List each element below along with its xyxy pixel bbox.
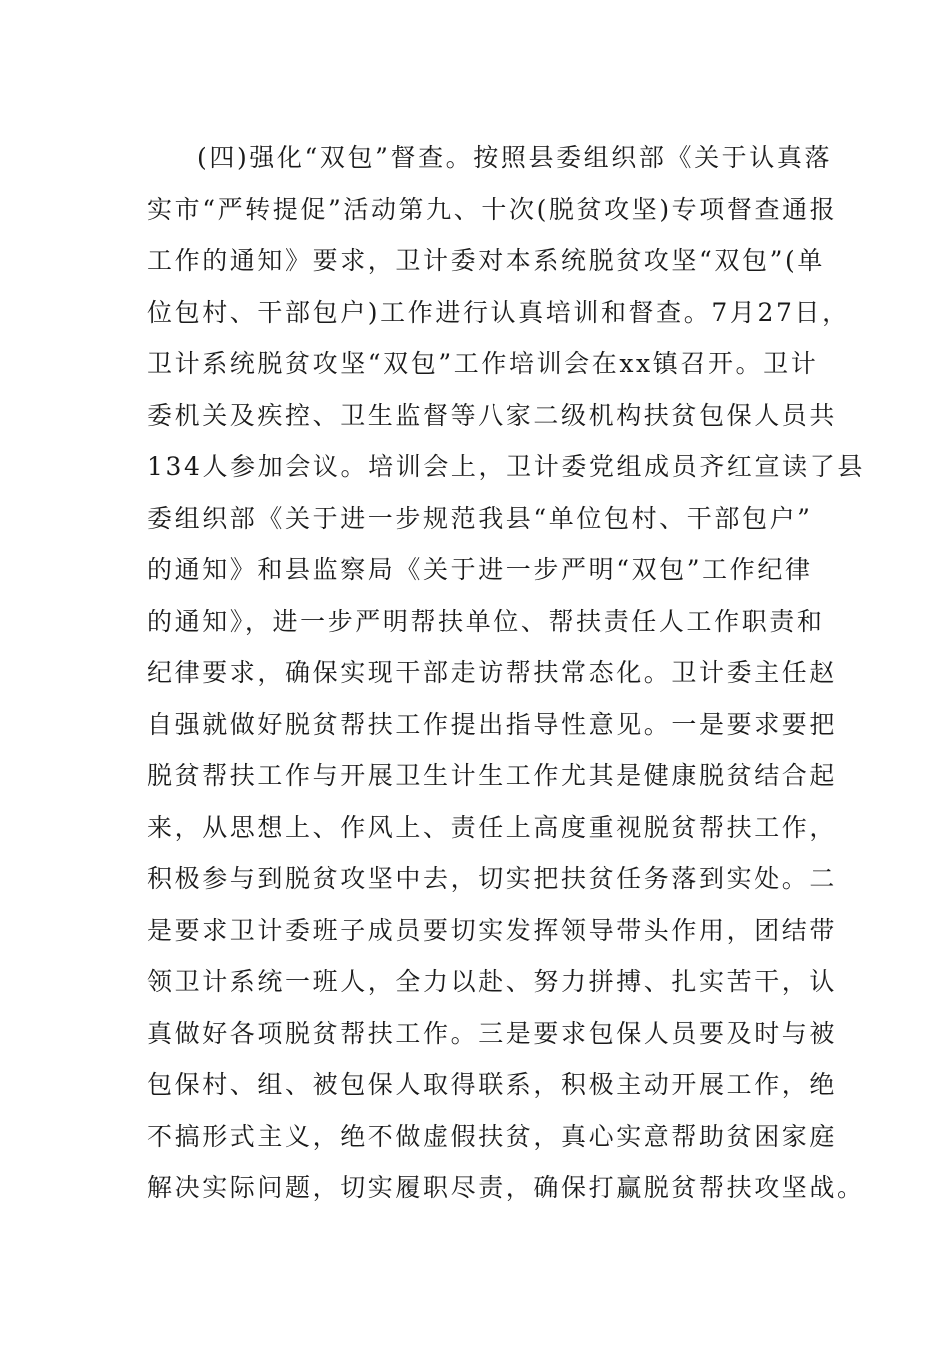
paragraph-line: 卫计系统脱贫攻坚“双包”工作培训会在xx镇召开。卫计 xyxy=(147,349,819,378)
paragraph-line: 的通知》和县监察局《关于进一步严明“双包”工作纪律 xyxy=(147,555,813,584)
paragraph-line: 包保村、组、被包保人取得联系，积极主动开展工作，绝 xyxy=(147,1070,838,1099)
paragraph-line: 纪律要求，确保实现干部走访帮扶常态化。卫计委主任赵 xyxy=(147,658,838,687)
paragraph-line: 不搞形式主义，绝不做虚假扶贫，真心实意帮助贫困家庭 xyxy=(147,1121,838,1151)
paragraph-line: (四)强化“双包”督查。按照县委组织部《关于认真落 xyxy=(197,143,833,172)
paragraph-line: 134人参加会议。培训会上，卫计委党组成员齐红宣读了县 xyxy=(147,452,865,481)
paragraph-line: 的通知》，进一步严明帮扶单位、帮扶责任人工作职责和 xyxy=(147,606,825,636)
paragraph-line: 位包村、干部包户)工作进行认真培训和督查。7月27日， xyxy=(147,297,850,327)
paragraph-line: 工作的通知》要求，卫计委对本系统脱贫攻坚“双包”(单 xyxy=(147,246,825,275)
paragraph-line: 真做好各项脱贫帮扶工作。三是要求包保人员要及时与被 xyxy=(147,1018,838,1048)
paragraph-line: 领卫计系统一班人，全力以赴、努力拼搏、扎实苦干，认 xyxy=(147,967,838,996)
body-paragraph xyxy=(147,132,865,1214)
paragraph-line: 委组织部《关于进一步规范我县“单位包村、干部包户” xyxy=(147,503,813,533)
paragraph-line: 自强就做好脱贫帮扶工作提出指导性意见。一是要求要把 xyxy=(147,709,838,739)
paragraph-line: 是要求卫计委班子成员要切实发挥领导带头作用，团结带 xyxy=(147,915,838,945)
paragraph-line: 来，从思想上、作风上、责任上高度重视脱贫帮扶工作， xyxy=(147,812,838,842)
paragraph-line: 解决实际问题，切实履职尽责，确保打赢脱贫帮扶攻坚战。 xyxy=(147,1173,865,1202)
paragraph-line: 积极参与到脱贫攻坚中去，切实把扶贫任务落到实处。二 xyxy=(147,864,838,893)
paragraph-line: 脱贫帮扶工作与开展卫生计生工作尤其是健康脱贫结合起 xyxy=(147,761,838,790)
paragraph-line: 委机关及疾控、卫生监督等八家二级机构扶贫包保人员共 xyxy=(147,400,838,430)
paragraph-line: 实市“严转提促”活动第九、十次(脱贫攻坚)专项督查通报 xyxy=(147,194,838,224)
